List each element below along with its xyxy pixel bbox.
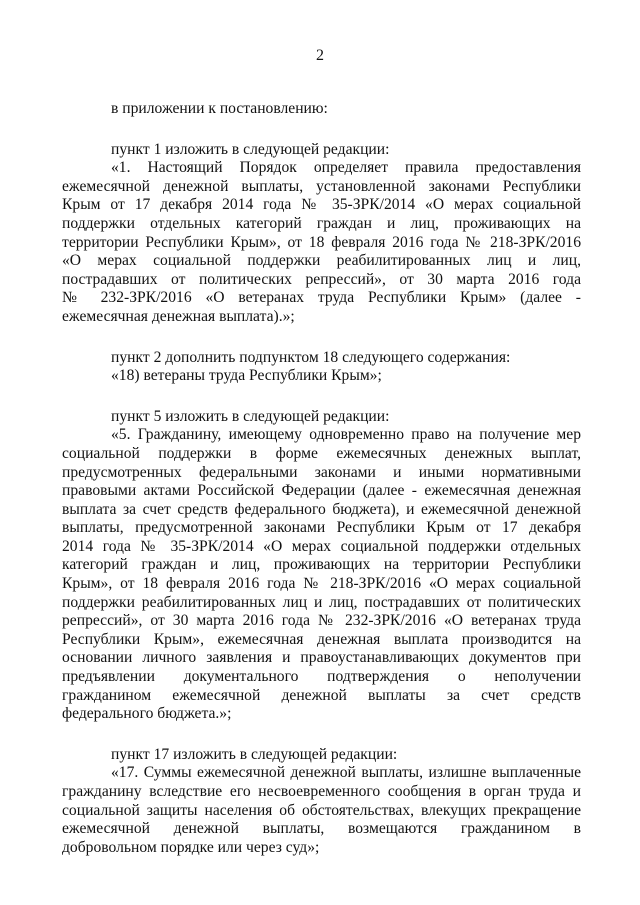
text-line: предъявлении документального подтверждения о неполучении [62, 668, 581, 686]
text-line: «О мерах социальной поддержки реабилитированных лиц и лиц, [62, 252, 581, 270]
text-line: Республики Крым», ежемесячная денежная выплата производится на [62, 630, 581, 648]
text-line: № 232-ЗРК/2016 «О ветеранах труда Республики Крым» (далее - [62, 289, 581, 307]
text-line: добровольном порядке или через суд»; [62, 838, 320, 856]
paragraph [62, 367, 581, 386]
text-line: выплата за счет средств федерального бюджета), и ежемесячной денежной [62, 500, 581, 518]
text-line: пункт 17 изложить в следующей редакции: [111, 745, 398, 763]
text-line: пункт 2 дополнить подпунктом 18 следующего содержания: [111, 348, 511, 366]
paragraph [62, 349, 581, 368]
paragraph [62, 141, 581, 160]
text-line: выплаты, предусмотренной законами Республики Крым от 17 декабря [62, 519, 581, 537]
text-line: Крым от 17 декабря 2014 года № 35-ЗРК/2014 «О мерах социальной [62, 196, 581, 214]
page-number: 2 [316, 47, 324, 64]
text-line: «1. Настоящий Порядок определяет правила предоставления [111, 159, 581, 177]
text-line: основании личного заявления и правоустанавливающих документов при [62, 649, 581, 667]
text-line: правовыми актами Российской Федерации (далее - ежемесячная денежная [62, 482, 581, 500]
paragraph-gap [62, 724, 581, 746]
text-line: Крым», от 18 февраля 2016 года № 218-ЗРК/2016 «О мерах социальной [62, 575, 581, 593]
paragraph [62, 408, 581, 427]
text-line: в приложении к постановлению: [111, 100, 328, 117]
text-line: пункт 5 изложить в следующей редакции: [111, 407, 390, 425]
text-line: категорий граждан и лиц, проживающих на территории Республики [62, 556, 581, 574]
text-line: «5. Гражданину, имеющему одновременно право на получение мер [111, 426, 581, 444]
text-line: ежемесячной денежной выплаты, установленной законами Республики [62, 177, 581, 195]
text-line: «17. Суммы ежемесячной денежной выплаты, излишне выплаченные [111, 764, 581, 782]
text-line: поддержки реабилитированных лиц и лиц, пострадавших от политических [62, 593, 581, 611]
text-line: социальной защиты населения об обстоятельствах, влекущих прекращение [62, 801, 581, 819]
paragraph [62, 100, 581, 119]
text-line: гражданину вследствие его несвоевременного сообщения в орган труда и [62, 783, 581, 800]
paragraph-gap [62, 119, 581, 141]
text-line: федерального бюджета.»; [62, 705, 232, 723]
text-line: предусмотренных федеральными законами и иными нормативными [62, 463, 581, 481]
paragraph-gap [62, 327, 581, 349]
text-line: ежемесячная денежная выплата).»; [62, 307, 295, 325]
document-body [62, 100, 581, 857]
text-line: пострадавших от политических репрессий», от 30 марта 2016 года [62, 270, 581, 288]
text-line: гражданином ежемесячной денежной выплаты за счет средств [62, 686, 581, 704]
text-line: репрессий», от 30 марта 2016 года № 232-ЗРК/2016 «О ветеранах труда [62, 612, 581, 630]
paragraph [62, 764, 581, 857]
text-line: 2014 года № 35-ЗРК/2014 «О мерах социальной поддержки отдельных [62, 537, 581, 555]
paragraph [62, 426, 581, 724]
text-line: пункт 1 изложить в следующей редакции: [111, 140, 390, 158]
text-line: «18) ветераны труда Республики Крым»; [111, 367, 382, 385]
paragraph-gap [62, 386, 581, 408]
text-line: социальной поддержки в форме ежемесячных денежных выплат, [62, 444, 581, 462]
text-line: поддержки отдельных категорий граждан и лиц, проживающих на [62, 214, 581, 232]
text-line: ежемесячной денежной выплаты, возмещаются гражданином в [62, 820, 581, 838]
paragraph [62, 746, 581, 765]
paragraph [62, 159, 581, 326]
text-line: территории Республики Крым», от 18 февраля 2016 года № 218-ЗРК/2016 [62, 233, 581, 251]
